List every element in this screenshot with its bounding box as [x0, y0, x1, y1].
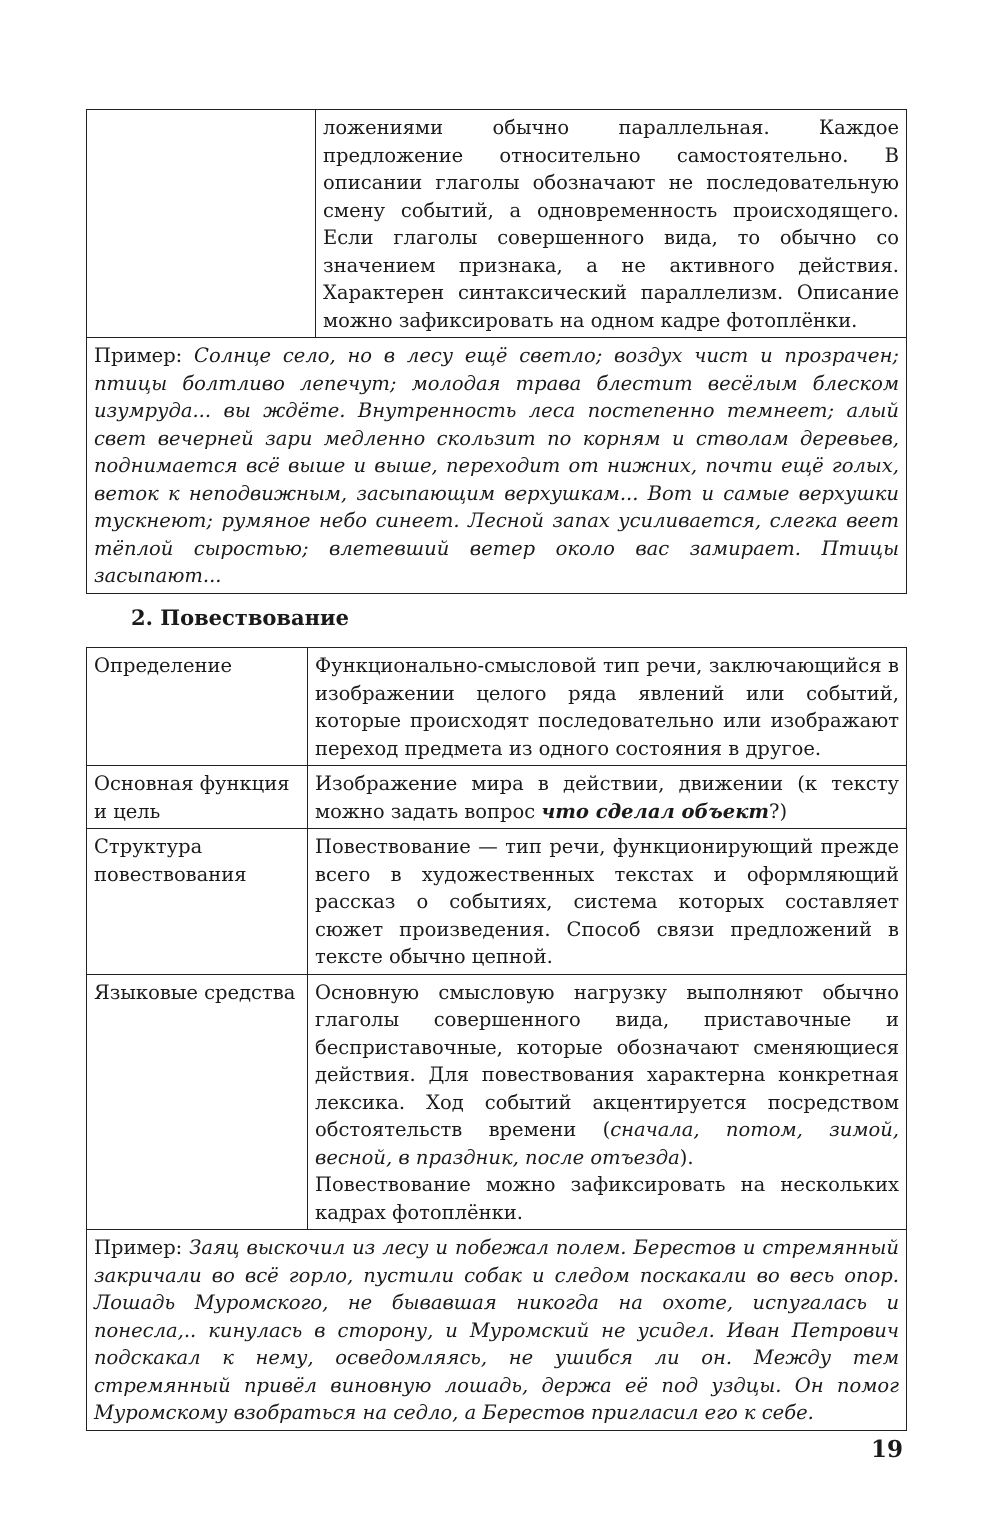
content-text: Основную смысловую нагрузку выполняют обычно глаголы совершенного вида, приставочные и бесприставочные, которые обозначают сменяющиеся действия. Для повествования характерна конкретная лексика. Ход событий акцентируется посредством обстоятельств времени ( [315, 980, 899, 1141]
row-label: Структура повествования [87, 829, 308, 975]
narrative-table [86, 647, 907, 1431]
row-content [308, 974, 907, 1230]
example-cell [87, 338, 907, 594]
example-text: Заяц выскочил из лесу и побежал полем. Берестов и стремянный закричали во всё горло, пустили собак и следом поскакали во весь опор. Лошадь Муромского, не бывавшая никогда на охоте, испугалась и понесла,.. кинулась в сторону, и Муромский не усидел. Иван Петрович подскакал к нему, осведомляясь, не ушибся ли он. Между тем стремянный привёл виновную лошадь, держа её под уздцы. Он помог Муромскому взобраться на седло, а Берестов пригласил его к себе. [94, 1236, 899, 1424]
example-label: Пример: [94, 1236, 183, 1259]
example-cell [87, 1230, 907, 1431]
content-paragraph [315, 979, 899, 1172]
content-text: ?) [769, 799, 788, 823]
page-number: 19 [870, 1436, 903, 1463]
section-heading: 2. Повествование [131, 605, 349, 630]
example-label: Пример: [94, 344, 183, 367]
table-row [87, 1230, 907, 1431]
example-text: Солнце село, но в лесу ещё светло; воздух чист и прозрачен; птицы болтливо лепечут; молодая трава блестит весёлым блеском изумруда... вы ждёте. Внутренность леса постепенно темнеет; алый свет вечерней зари медленно скользит по корням и стволам деревьев, поднимается всё выше и выше, переходит от нижних, почти ещё голых, веток к неподвижным, засыпающим верхушкам... Вот и самые верхушки тускнеют; румяное небо синеет. Лесной запах усиливается, слегка веет тёплой сыростью; влетевший ветер около вас замирает. Птицы засыпают... [94, 344, 900, 587]
row-label: Языковые средства [87, 974, 308, 1230]
row-content [308, 766, 907, 829]
row-label: Основная функция и цель [87, 766, 308, 829]
time-adverbials: сначала, потом, зимой, весной, в праздник, после отъезда [315, 1118, 899, 1169]
emphasized-question: что сделал объект [541, 799, 770, 823]
table-row [87, 766, 907, 829]
table-row [87, 974, 907, 1230]
table-row [87, 110, 907, 338]
table-row [87, 338, 907, 594]
content-text: Изображение мира в действии, движении (к тексту можно задать вопрос [315, 772, 899, 823]
row-content: Функционально-смысловой тип речи, заключающийся в изображении целого ряда явлений или событий, которые происходят последовательно или изображают переход предмета из одного состояния в другое. [308, 648, 907, 766]
table-row [87, 829, 907, 975]
content-paragraph: Повествование можно зафиксировать на нескольких кадрах фотоплёнки. [315, 1173, 899, 1224]
row-content: Повествование — тип речи, функционирующий прежде всего в художественных текстах и оформляющий рассказ о событиях, система которых составляет сюжет произведения. Способ связи предложений в тексте обычно цепной. [308, 829, 907, 975]
table-row [87, 648, 907, 766]
content-text: ). [679, 1145, 694, 1169]
description-content-text: ложениями обычно параллельная. Каждое предложение относительно самостоятельно. В описании глаголы обозначают не последовательную смену событий, а одновременность происходящего. Если глаголы совершенного вида, то обычно со значением признака, а не активного действия. Характерен синтаксический параллелизм. Описание можно зафиксировать на одном кадре фотоплёнки. [323, 116, 899, 332]
content-cell [316, 110, 907, 338]
row-label: Определение [87, 648, 308, 766]
description-table-continuation [86, 109, 907, 594]
label-cell-empty [87, 110, 316, 338]
